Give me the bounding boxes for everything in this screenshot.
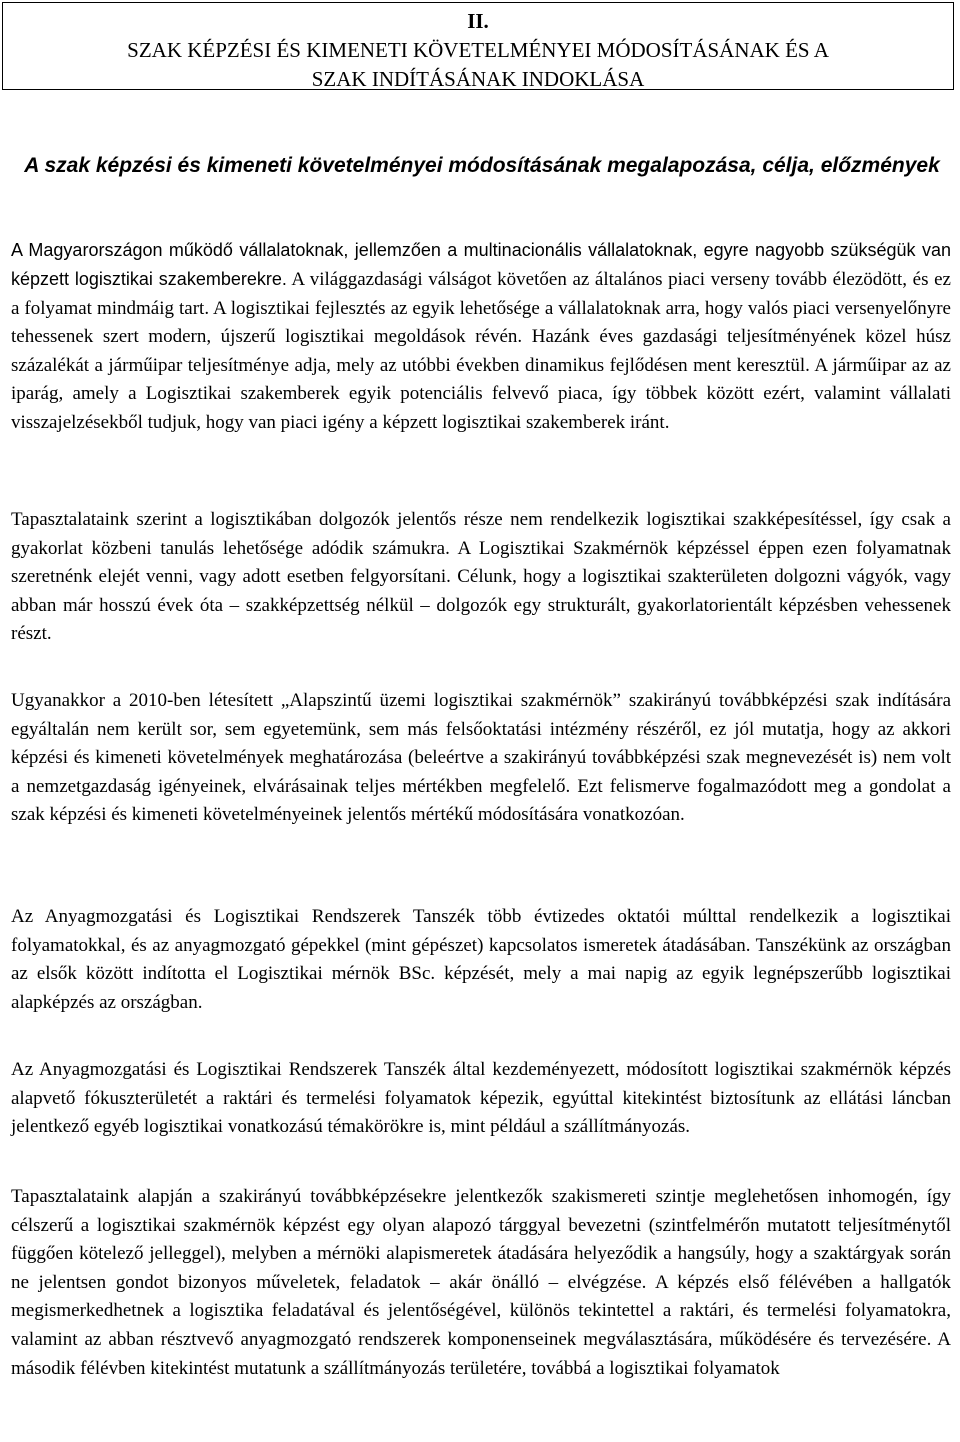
- section-title-box: [2, 2, 954, 90]
- section-title-line-1: SZAK KÉPZÉSI ÉS KIMENETI KÖVETELMÉNYEI MÓDOSÍTÁSÁNAK ÉS A: [127, 38, 829, 62]
- paragraph-1-sans-part: A Magyarországon működő vállalatoknak, jellemzően a multinacionális vállalatoknak, egyre nagyobb szükségük van képzett logisztikai szakemberekre.: [11, 240, 951, 289]
- paragraph-5: Az Anyagmozgatási és Logisztikai Rendszerek Tanszék által kezdeményezett, módosított logisztikai szakmérnök képzés alapvető fókuszterületét a raktári és termelési folyamatok képezik, egyúttal kitekintést biztosítunk az ellátási láncban jelentkező egyéb logisztikai vonatkozású témakörökre is, mint például a szállítmányozás.: [11, 1059, 951, 1138]
- paragraph-1-serif-part: A világgazdasági válságot követően az általános piaci verseny tovább élezödött, és ez a folyamat mindmáig tart. A logisztikai fejlesztés az egyik lehetősége a vállalatoknak arra, hogy valós piaci versenyelőnyre tehessenek szert modern, újszerű logisztikai megoldások révén. Hazánk éves gazdasági teljesítményének közel húsz százalékát a járműipar teljesítménye adja, mely az utóbbi években dinamikus fejlődésen ment keresztül. A járműipar az az iparág, amely a Logisztikai szakemberek egyik potenciális felvevő piaca, így többek között ezért, valamint vállalati visszajelzésekből tudjuk, hogy van piaci igény a képzett logisztikai szakemberek iránt.: [11, 269, 951, 433]
- section-numeral: II.: [467, 9, 489, 33]
- paragraph-3: Ugyanakkor a 2010-ben létesített „Alapszintű üzemi logisztikai szakmérnök” szakirányú továbbképzési szak indítására egyáltalán nem került sor, sem egyetemünk, sem más felsőoktatási intézmény részéről, ez jól mutatja, hogy az akkori képzési és kimeneti követelmények meghatározása (beleértve a szakirányú továbbképzési szak megnevezését is) nem volt a nemzetgazdaság igényeinek, elvárásainak teljes mértékben megfelelő. Ezt felismerve fogalmazódott meg a gondolat a szak képzési és kimeneti követelményeinek jelentős mértékű módosítására vonatkozóan.: [11, 690, 951, 826]
- paragraph-4: Az Anyagmozgatási és Logisztikai Rendszerek Tanszék több évtizedes oktatói múlttal rendelkezik a logisztikai folyamatokkal, és az anyagmozgató gépekkel (mint gépészet) kapcsolatos ismeretek átadásában. Tanszékünk az országban az elsők között indította el Logisztikai mérnök BSc. képzését, mely a mai napig az egyik legnépszerűbb logisztikai alapképzés az országban.: [11, 906, 951, 1013]
- subsection-heading: A szak képzési és kimeneti követelményei módosításának megalapozása, célja, előzmények: [24, 154, 940, 177]
- paragraph-2: Tapasztalataink szerint a logisztikában dolgozók jelentős része nem rendelkezik logisztikai szakképesítéssel, így csak a gyakorlat közbeni tanulás lehetősége adódik számukra. A Logisztikai Szakmérnök képzéssel éppen ezen folyamatnak szeretnénk elejét venni, vagy adott esetben felgyorsítani. Célunk, hogy a logisztikai szakterületen dolgozni vágyók, vagy abban már hosszú évek óta – szakképzettség nélkül – dolgozók egy strukturált, gyakorlatorientált képzésben vehessenek részt.: [11, 509, 951, 645]
- section-title-line-2: SZAK INDÍTÁSÁNAK INDOKLÁSA: [311, 67, 645, 91]
- paragraph-1: [11, 236, 951, 438]
- paragraph-6: Tapasztalataink alapján a szakirányú továbbképzésekre jelentkezők szakismereti szintje meglehetősen inhomogén, így célszerű a logisztikai szakmérnök képzést egy olyan alapozó tárggyal bevezetni (szintfelmérőn mutatott teljesítménytől függően kötelező jelleggel), melyben a mérnöki alapismeretek átadására helyeződik a hangsúly, hogy a szaktárgyak során ne jelentsen gondot bizonyos műveletek, feladatok – akár önálló – elvégzése. A képzés első félévében a hallgatók megismerkedhetnek a logisztika feladatával és jelentőségével, különös tekintettel a raktári, és termelési folyamatokra, valamint az abban résztvevő anyagmozgató rendszerek komponenseinek megválasztására, működésére és tervezésére. A második félévben kitekintést mutatunk a szállítmányozás területére, továbbá a logisztikai folyamatok: [11, 1186, 951, 1379]
